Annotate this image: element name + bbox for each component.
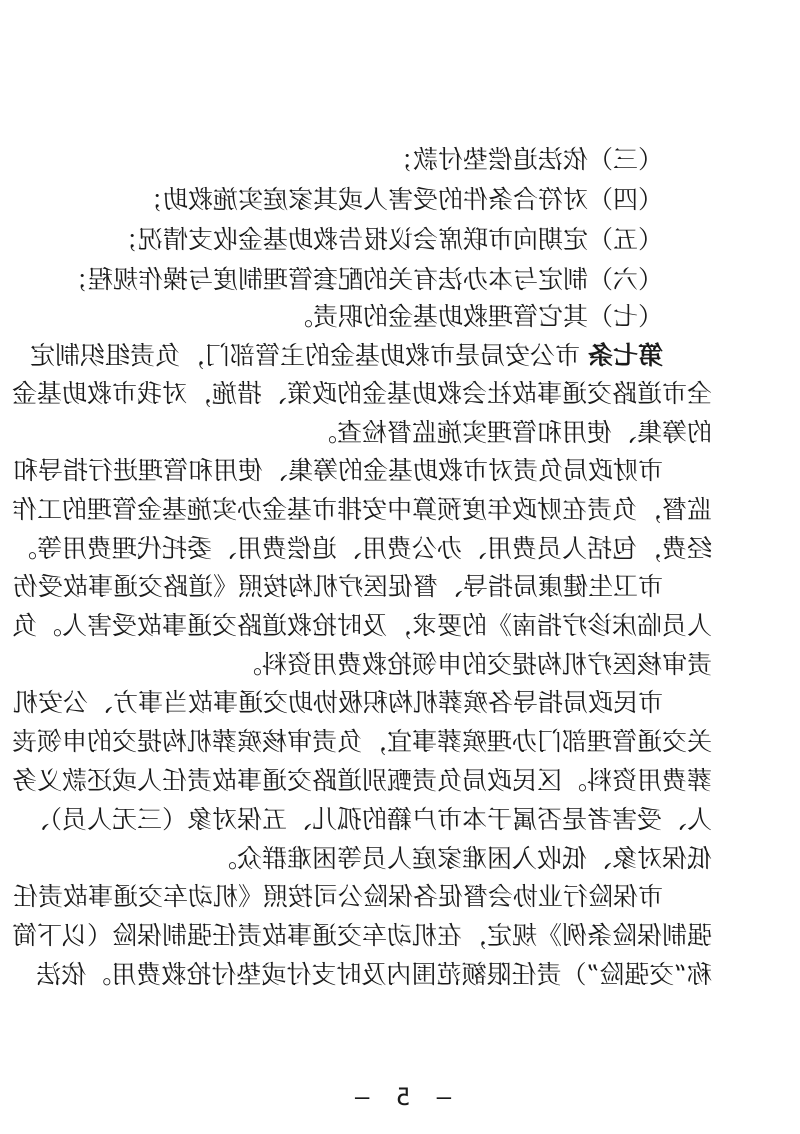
- text-line: 低保对象、低收入困难家庭人员等困难群众。: [211, 844, 712, 873]
- text-line: （四）对符合条件的受害人或其家庭实施救助；: [137, 185, 663, 214]
- text-line: 强制保险条例》规定，在机动车交通事故责任强制保险（以下简: [11, 921, 712, 950]
- text-line: 全市道路交通事故社会救助基金的政策、措施，对我市救助基金: [11, 379, 712, 408]
- page-number: — 5 —: [348, 1083, 452, 1111]
- text-line: 人、受害者是否属于本市户籍的孤儿、五保对象（三无人员）、: [24, 805, 712, 834]
- text-line: 称“交强险”）责任限额范围内及时支付或垫付抢救费用。依法: [36, 960, 712, 989]
- text-line: 关交通管理部门办理殡葬事宜，负责审核殡葬机构提交的申领丧: [11, 727, 712, 756]
- article-7-heading-line: [0, 340, 663, 372]
- text-line: 葬费用资料。区民政局负责甄别道路交通事故责任人或还款义务: [11, 766, 712, 795]
- text-line: 市财政局负责对市救助基金的筹集、使用和管理进行指导和: [12, 456, 663, 485]
- text-line: 监督，负责在财政年度预算中安排市基金办实施基金管理的工作: [11, 495, 712, 524]
- text-line: 的筹集、使用和管理实施监督检查。: [311, 418, 712, 447]
- text-line: （五）定期向市联席会议报告救助基金收支情况；: [112, 225, 663, 254]
- article-label: 第七条: [587, 341, 663, 370]
- text-line: （七）其它管理救助基金的职责。: [287, 302, 663, 331]
- text-line: 经费，包括人员费用、办公费用、追偿费用、委托代理费用等。: [11, 534, 712, 563]
- text-line: （六）制定与本办法有关的配套管理制度与操作规程；: [62, 265, 663, 294]
- text-line: （三）依法追偿垫付款；: [387, 145, 663, 174]
- text-line: 市民政局指导各殡葬机构积极协助交通事故当事方、公安机: [12, 688, 663, 717]
- text-line: 市保险行业协会督促各保险公司按照《机动车交通事故责任: [12, 882, 663, 911]
- text-line: 责审核医疗机构提交的申领抢救费用资料。: [236, 650, 712, 679]
- article-text: 市公安局是市救助基金的主管部门，负责组织制定: [30, 341, 581, 370]
- text-line: 人员临床诊疗指南》的要求，及时抢救道路交通事故受害人。负: [11, 611, 712, 640]
- text-line: 市卫生健康局指导、督促医疗机构按照《道路交通事故受伤: [12, 572, 663, 601]
